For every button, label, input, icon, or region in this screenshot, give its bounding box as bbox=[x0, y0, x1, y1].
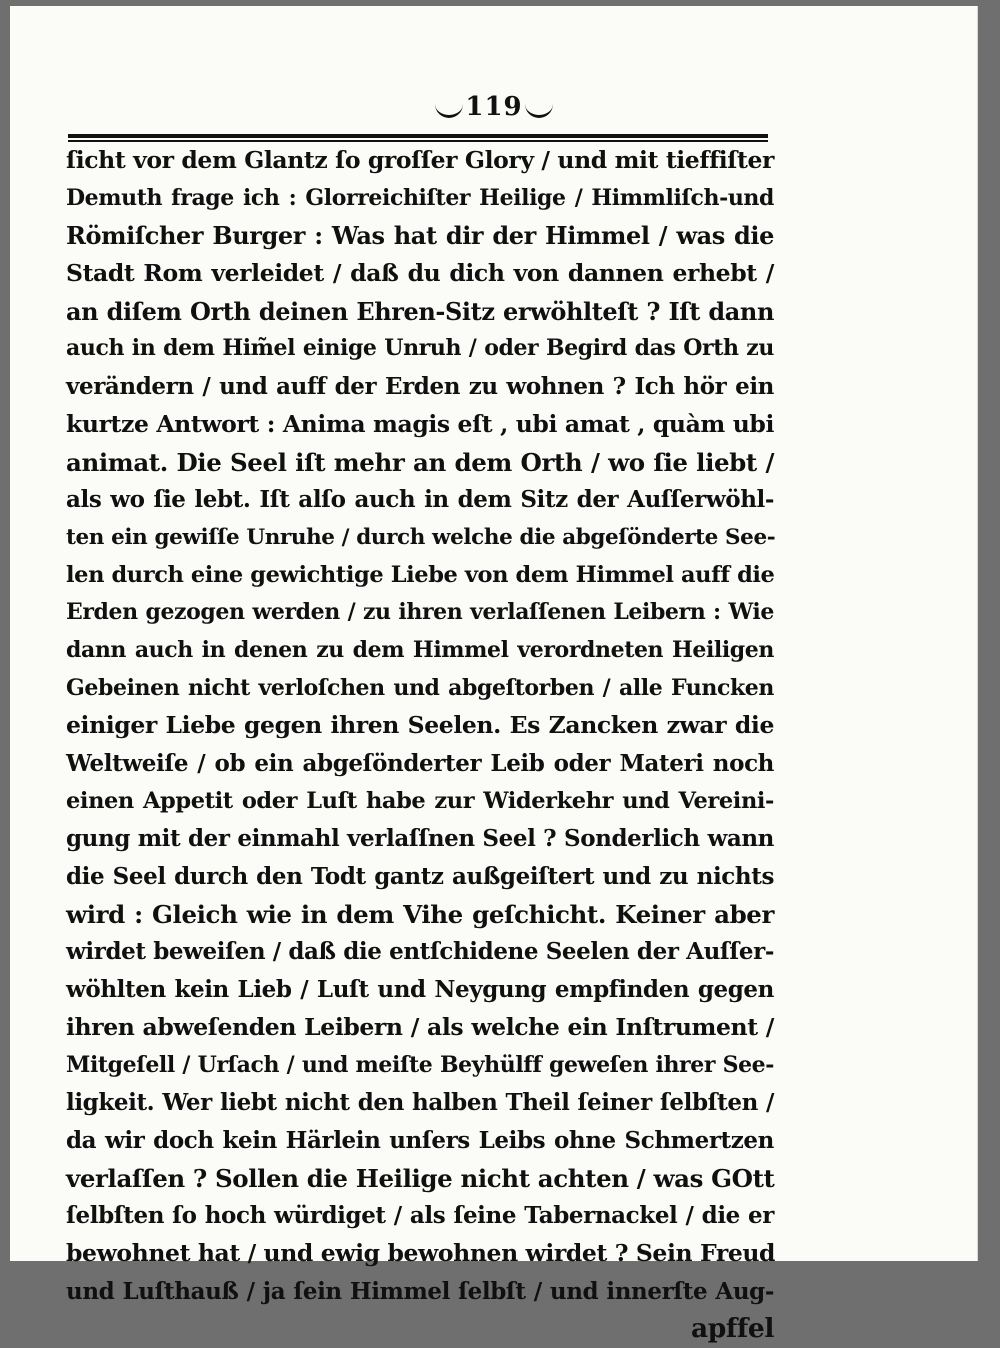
text-line: verändern / und auff der Erden zu wohnen ? Ich hör ein bbox=[66, 373, 774, 401]
text-line: Demuth frage ich : Glorreichiſter Heilige / Himmliſch-und bbox=[66, 184, 774, 211]
text-line: Weltweiſe / ob ein abgeſönderter Leib oder Materi noch bbox=[66, 750, 774, 777]
text-line: animat. Die Seel iſt mehr an dem Orth / wo ſie liebt / bbox=[66, 447, 774, 477]
text-line: ten ein gewiſſe Unruhe / durch welche die abgeſönderte See- bbox=[66, 524, 776, 550]
bleed-through-text bbox=[790, 146, 990, 1146]
text-line: Römiſcher Burger : Was hat dir der Himmel / was die bbox=[66, 221, 774, 251]
text-line: Stadt Rom verleidet / daß du dich von dannen erhebt / bbox=[66, 259, 774, 288]
text-line: und Luſthauß / ja ſein Himmel ſelbſt / und innerſte Aug- bbox=[66, 1277, 774, 1305]
catchword: apffel bbox=[690, 1313, 774, 1345]
text-line: einen Appetit oder Luſt habe zur Widerkehr und Vereini- bbox=[66, 787, 774, 814]
text-line: ſelbſten ſo hoch würdiget / als ſeine Tabernackel / die er bbox=[66, 1202, 774, 1230]
text-line: wird : Gleich wie in dem Vihe geſchicht. Keiner aber bbox=[66, 899, 774, 929]
text-line: gung mit der einmahl verlaſſnen Seel ? Sonderlich wann bbox=[66, 825, 774, 853]
text-line: wirdet beweiſen / daß die entſchidene Seelen der Auſſer- bbox=[66, 938, 774, 966]
text-line: kurtze Antwort : Anima magis eſt , ubi amat , quàm ubi bbox=[66, 409, 774, 438]
header-rule bbox=[68, 134, 768, 138]
page-number: 119 bbox=[465, 92, 523, 122]
body-text bbox=[66, 142, 774, 1348]
text-line: einiger Liebe gegen ihren Seelen. Es Zancken zwar die bbox=[66, 711, 774, 740]
text-line: Mitgeſell / Urſach / und meiſte Beyhülff geweſen ihrer See- bbox=[66, 1051, 774, 1078]
text-line: Gebeinen nicht verloſchen und abgeſtorben / alle Funcken bbox=[66, 674, 774, 701]
text-line: die Seel durch den Todt gantz außgeiſtert und zu nichts bbox=[66, 863, 774, 891]
left-ornament-icon bbox=[435, 99, 463, 118]
right-ornament-icon bbox=[525, 99, 553, 118]
text-line: dann auch in denen zu dem Himmel verordneten Heiligen bbox=[66, 636, 774, 663]
text-line: ligkeit. Wer liebt nicht den halben Theil ſeiner ſelbſten / bbox=[66, 1089, 774, 1117]
text-line: als wo ſie lebt. Iſt alſo auch in dem Sitz der Auſſerwöhl- bbox=[66, 486, 774, 514]
text-line: len durch eine gewichtige Liebe von dem Himmel auff die bbox=[66, 561, 775, 588]
text-line: ihren abweſenden Leibern / als welche ein Inſtrument / bbox=[66, 1012, 774, 1041]
text-line: an diſem Orth deinen Ehren-Sitz erwöhlteſt ? Iſt dann bbox=[66, 296, 774, 326]
text-line: auch in dem Him̃el einige Unruh / oder Begird das Orth zu bbox=[66, 335, 774, 362]
book-page bbox=[10, 6, 978, 1345]
text-line: da wir doch kein Härlein unſers Leibs ohne Schmertzen bbox=[66, 1126, 774, 1154]
page-header bbox=[10, 92, 978, 122]
text-line: Erden gezogen werden / zu ihren verlaſſenen Leibern : Wie bbox=[66, 599, 774, 626]
text-line: wöhlten kein Lieb / Luſt und Neygung empfinden gegen bbox=[66, 976, 774, 1004]
text-line: bewohnet hat / und ewig bewohnen wirdet ? Sein Freud bbox=[66, 1238, 776, 1267]
text-line: verlaſſen ? Sollen die Heilige nicht achten / was GOtt bbox=[66, 1163, 775, 1193]
text-line: ſicht vor dem Glantz ſo groſſer Glory / und mit tieffiſter bbox=[66, 146, 774, 174]
